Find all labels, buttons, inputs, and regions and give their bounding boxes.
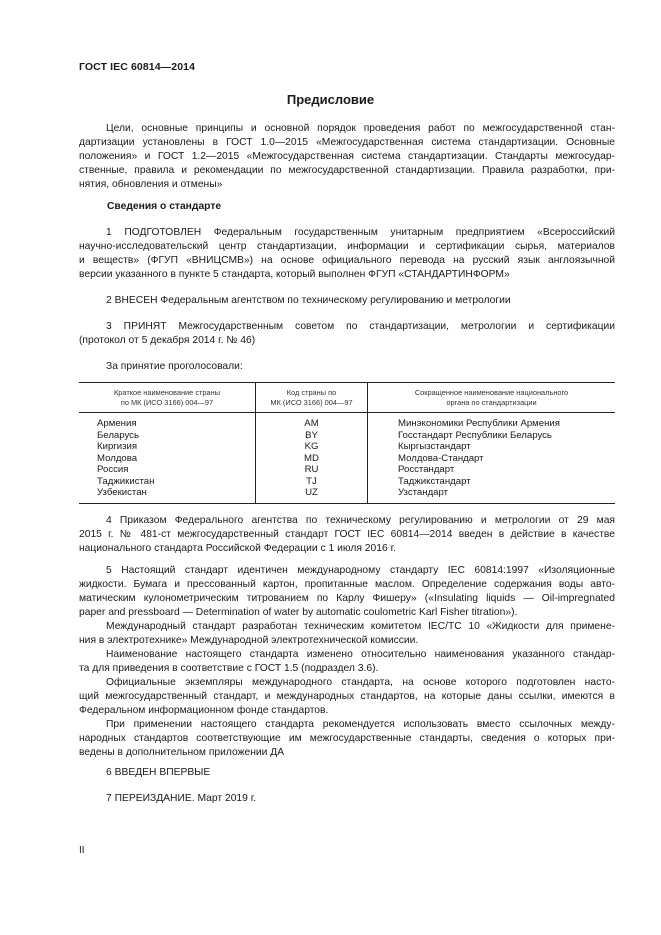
table-row [79,413,615,430]
country-cell: Молдова [97,452,138,464]
code-cell: RU [256,464,368,476]
voted-label: За принятие проголосовали: [106,361,243,372]
table-row [79,464,615,476]
table-header-row [79,383,615,413]
table-row [79,487,615,503]
table-row [79,453,615,465]
column-header-body: Сокращенное наименование национального органа по стандартизации [368,383,616,413]
item-5-line: народных стандартов соответствующие им межгосударственные стандарты, сведения о которых при- [79,733,615,744]
country-cell: Киргизия [97,441,138,452]
item-2-line: 2 ВНЕСЕН Федеральным агентством по техническому регулированию и метрологии [106,295,511,306]
code-cell: MD [256,453,368,465]
voting-table [79,382,615,504]
item-4-line: 2015 г. № 481-ст межгосударственный стандарт ГОСТ IEC 60814—2014 введен в действие в качестве [79,529,615,540]
document-header: ГОСТ IEC 60814—2014 [79,61,196,73]
page-number: II [79,845,85,856]
item-6-line: 6 ВВЕДЕН ВПЕРВЫЕ [106,767,211,778]
item-3-line: 3 ПРИНЯТ Межгосударственным советом по стандартизации, метрологии и сертификации [106,321,615,332]
item-5-paragraph [79,564,615,760]
item-2-paragraph [79,294,615,308]
body-cell: Кыргызстандарт [368,441,616,453]
item-1-paragraph [79,226,615,282]
code-cell: KG [256,441,368,453]
intro-line: нятия, обновления и отмены» [79,179,223,190]
table-row [79,476,615,488]
section-subheading: Сведения о стандарте [107,201,222,212]
item-4-line: национального стандарта Российской Федерации с 1 июля 2016 г. [79,543,396,554]
item-5-line: Наименование настоящего стандарта изменено относительно наименования указанного стандар- [106,649,615,660]
item-5-line: paper and pressboard — Determination of water by automatic coulometric Karl Fisher titration»). [79,607,518,618]
column-header-country: Краткое наименование страны по МК (ИСО 3166) 004—97 [79,383,256,413]
item-5-line: ния в электротехнике» Международной электротехнической комиссии. [79,635,419,646]
item-7-paragraph [79,792,615,806]
body-cell: Минэкономики Республики Армения [368,413,616,430]
table-row [79,430,615,442]
code-cell: BY [256,430,368,442]
item-5-line: 5 Настоящий стандарт идентичен международному стандарту IEC 60814:1997 «Изоляционные [106,565,615,576]
item-5-line: Международный стандарт разработан техническим комитетом IEC/TC 10 «Жидкости для примене- [106,621,615,632]
body-cell: Госстандарт Республики Беларусь [368,430,616,442]
column-header-code: Код страны по МК (ИСО 3166) 004—97 [256,383,368,413]
item-5-line: щий межгосударственный стандарт, и международных стандартов, на которые даны ссылки, имеются в [79,691,615,702]
code-cell: UZ [256,487,368,503]
item-1-line: и веществ» (ФГУП «ВНИЦСМВ») на основе официального перевода на русский язык англоязычной [79,255,615,266]
voted-label-paragraph [79,360,615,374]
item-5-line: жидкости. Бумага и прессованный картон, пропитанные маслом. Определение содержания воды авто- [79,579,615,590]
country-cell: Узбекистан [79,487,256,503]
item-3-line: (протокол от 5 декабря 2014 г. № 46) [79,335,256,346]
intro-paragraph [79,122,615,192]
item-6-paragraph [79,766,615,780]
code-cell: TJ [256,476,368,488]
item-1-line: версии указанного в пункте 5 стандарта, который выполнен ФГУП «СТАНДАРТИНФОРМ» [79,269,510,280]
item-4-line: 4 Приказом Федерального агентства по техническому регулированию и метрологии от 29 мая [106,515,615,526]
country-cell: Таджикистан [97,475,155,487]
code-cell: AM [256,413,368,430]
intro-line: Цели, основные принципы и основной порядок проведения работ по межгосударственной стан- [106,123,615,134]
body-cell: Росстандарт [368,464,616,476]
table-row [79,441,615,453]
item-5-line: та для приведения в соответствие с ГОСТ 1.5 (подраздел 3.6). [79,663,379,674]
page-title: Предисловие [286,92,375,107]
body-cell: Узстандарт [368,487,616,503]
item-7-line: 7 ПЕРЕИЗДАНИЕ. Март 2019 г. [106,793,257,804]
item-1-line: научно-исследовательский центр стандартизации, информации и сертификации сырья, материалов [79,241,615,252]
item-4-paragraph [79,514,615,556]
body-cell: Таджикстандарт [368,476,616,488]
intro-line: дартизации установлены в ГОСТ 1.0—2015 «Межгосударственная система стандартизации. Основные [79,137,615,148]
item-5-line: При применении настоящего стандарта рекомендуется использовать вместо ссылочных между- [106,719,615,730]
intro-line: положения» и ГОСТ 1.2—2015 «Межгосударственная система стандартизации. Стандарты межгосудар- [79,151,615,162]
item-5-line: Федеральном информационном фонде стандартов. [79,705,329,716]
item-5-line: матическим кулонометрическим титрованием по Карлу Фишеру» («Insulating liquids — Oil-impregnated [79,593,615,604]
item-5-line: ведены в дополнительном приложении ДА [79,747,285,758]
country-cell: Россия [97,464,129,475]
country-cell: Армения [97,418,137,429]
country-cell: Беларусь [97,429,139,441]
item-1-line: 1 ПОДГОТОВЛЕН Федеральным государственным унитарным предприятием «Всероссийский [106,227,615,238]
item-3-paragraph [79,320,615,348]
intro-line: ственные, правила и рекомендации по межгосударственной стандартизации. Правила разработки, при- [79,165,615,176]
item-5-line: Официальные экземпляры международного стандарта, на основе которого подготовлен насто- [106,677,615,688]
body-cell: Молдова-Стандарт [368,453,616,465]
